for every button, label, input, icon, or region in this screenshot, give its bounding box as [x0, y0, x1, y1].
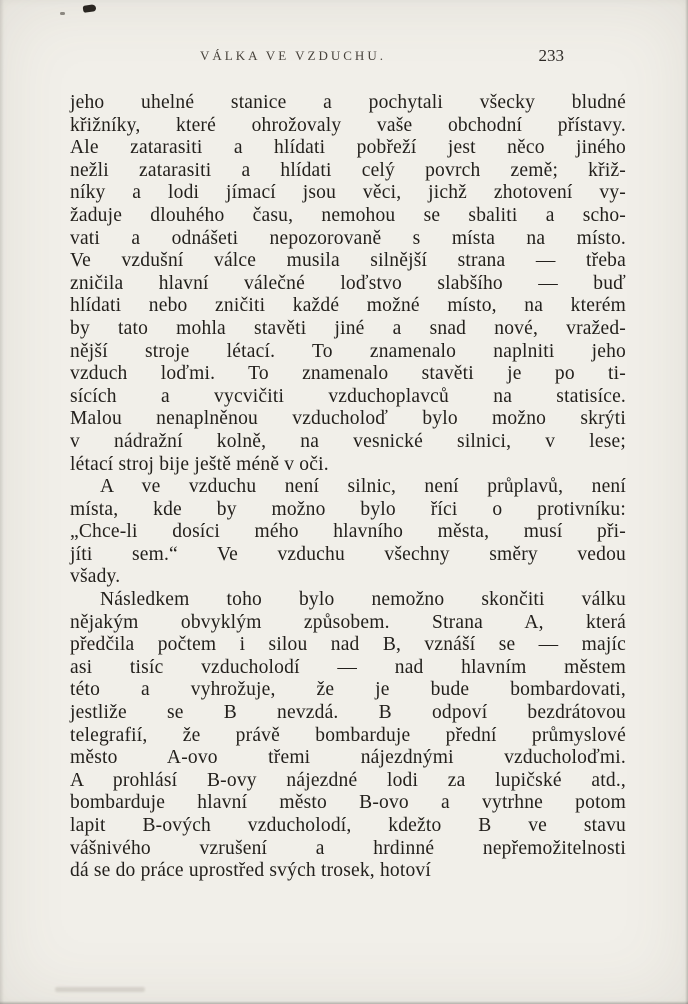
text-line: jestliže se B nevzdá. B odpoví bezdrátovou — [70, 702, 626, 724]
text-line: by tato mohla stavěti jiné a snad nové, vražed- — [70, 317, 626, 339]
scan-artifact-speck-small — [60, 12, 65, 15]
page-number: 233 — [538, 46, 564, 65]
text-line: létací stroj bije ještě méně v oči. — [70, 453, 329, 475]
scan-artifact-speck — [83, 4, 97, 13]
text-line: Ve vzdušní válce musila silnější strana — třeba — [70, 250, 626, 272]
text-line: v nádražní kolně, na vesnické silnici, v lese; — [70, 430, 626, 452]
text-line: telegrafií, že právě bombarduje přední průmyslové — [70, 724, 626, 746]
text-line: místa, kde by možno bylo říci o protivníku: — [70, 498, 626, 520]
text-line: město A-ovo třemi nájezdnými vzducholoďmi. — [70, 747, 626, 769]
text-line: lapit B-ových vzducholodí, kdežto B ve stavu — [70, 815, 626, 836]
text-line: nější stroje létací. To znamenalo naplniti jeho — [70, 340, 626, 362]
text-line: všady. — [70, 566, 121, 588]
page-body — [70, 92, 626, 883]
text-line: bombarduje hlavní město B-ovo a vytrhne potom — [70, 792, 626, 814]
text-line: „Chce-li dosíci mého hlavního města, musí při- — [70, 521, 626, 543]
text-line: nežli zatarasiti a hlídati celý povrch země; křiž- — [70, 159, 626, 181]
text-line: vati a odnášeti nepozorovaně s místa na místo. — [70, 227, 626, 249]
text-line: dá se do práce uprostřed svých trosek, hotoví — [70, 860, 431, 882]
text-line: sících a vycvičiti vzduchoplavců na statisíce. — [70, 385, 626, 407]
text-line: Malou nenaplněnou vzducholoď bylo možno skrýti — [70, 408, 626, 430]
text-line: nějakým obvyklým způsobem. Strana A, která — [70, 611, 626, 633]
text-line: A prohlásí B-ovy nájezdné lodi za lupičské atd., — [70, 769, 626, 791]
text-line: zničila hlavní válečné loďstvo slabšího — buď — [70, 272, 626, 294]
text-line: asi tisíc vzducholodí — nad hlavním městem — [70, 656, 626, 678]
text-line: předčila počtem i silou nad B, vznáší se — majíc — [70, 634, 626, 656]
text-line: Následkem toho bylo nemožno skončiti válku — [100, 589, 626, 611]
running-title: VÁLKA VE VZDUCHU. — [200, 48, 386, 63]
text-line: hlídati nebo zničiti každé možné místo, na kterém — [70, 295, 626, 317]
text-line: křižníky, které ohrožovaly vaše obchodní přístavy. — [70, 114, 626, 136]
text-line: žaduje dlouhého času, nemohou se sbaliti a scho- — [70, 204, 626, 226]
scan-artifact-smudge — [55, 987, 145, 992]
text-line: Ale zatarasiti a hlídati pobřeží jest něco jiného — [70, 137, 626, 159]
scan-edge-left — [0, 0, 4, 1004]
text-line: A ve vzduchu není silnic, není průplavů, není — [100, 476, 626, 498]
paragraph — [70, 476, 626, 589]
text-line: jíti sem.“ Ve vzduchu všechny směry vedou — [70, 543, 626, 565]
paragraph — [70, 92, 626, 476]
paragraph — [70, 589, 626, 883]
text-line: níky a lodi jímací jsou věci, jichž zhotovení vy- — [70, 182, 626, 204]
text-line: vášnivého vzrušení a hrdinné nepřemožitelnosti — [70, 837, 626, 859]
page-header — [70, 48, 626, 72]
text-line: vzduch loďmi. To znamenalo stavěti je po ti- — [70, 363, 626, 385]
text-line: této a vyhrožuje, že je bude bombardovati, — [70, 679, 626, 701]
text-line: jeho uhelné stanice a pochytali všecky bludné — [70, 92, 626, 113]
